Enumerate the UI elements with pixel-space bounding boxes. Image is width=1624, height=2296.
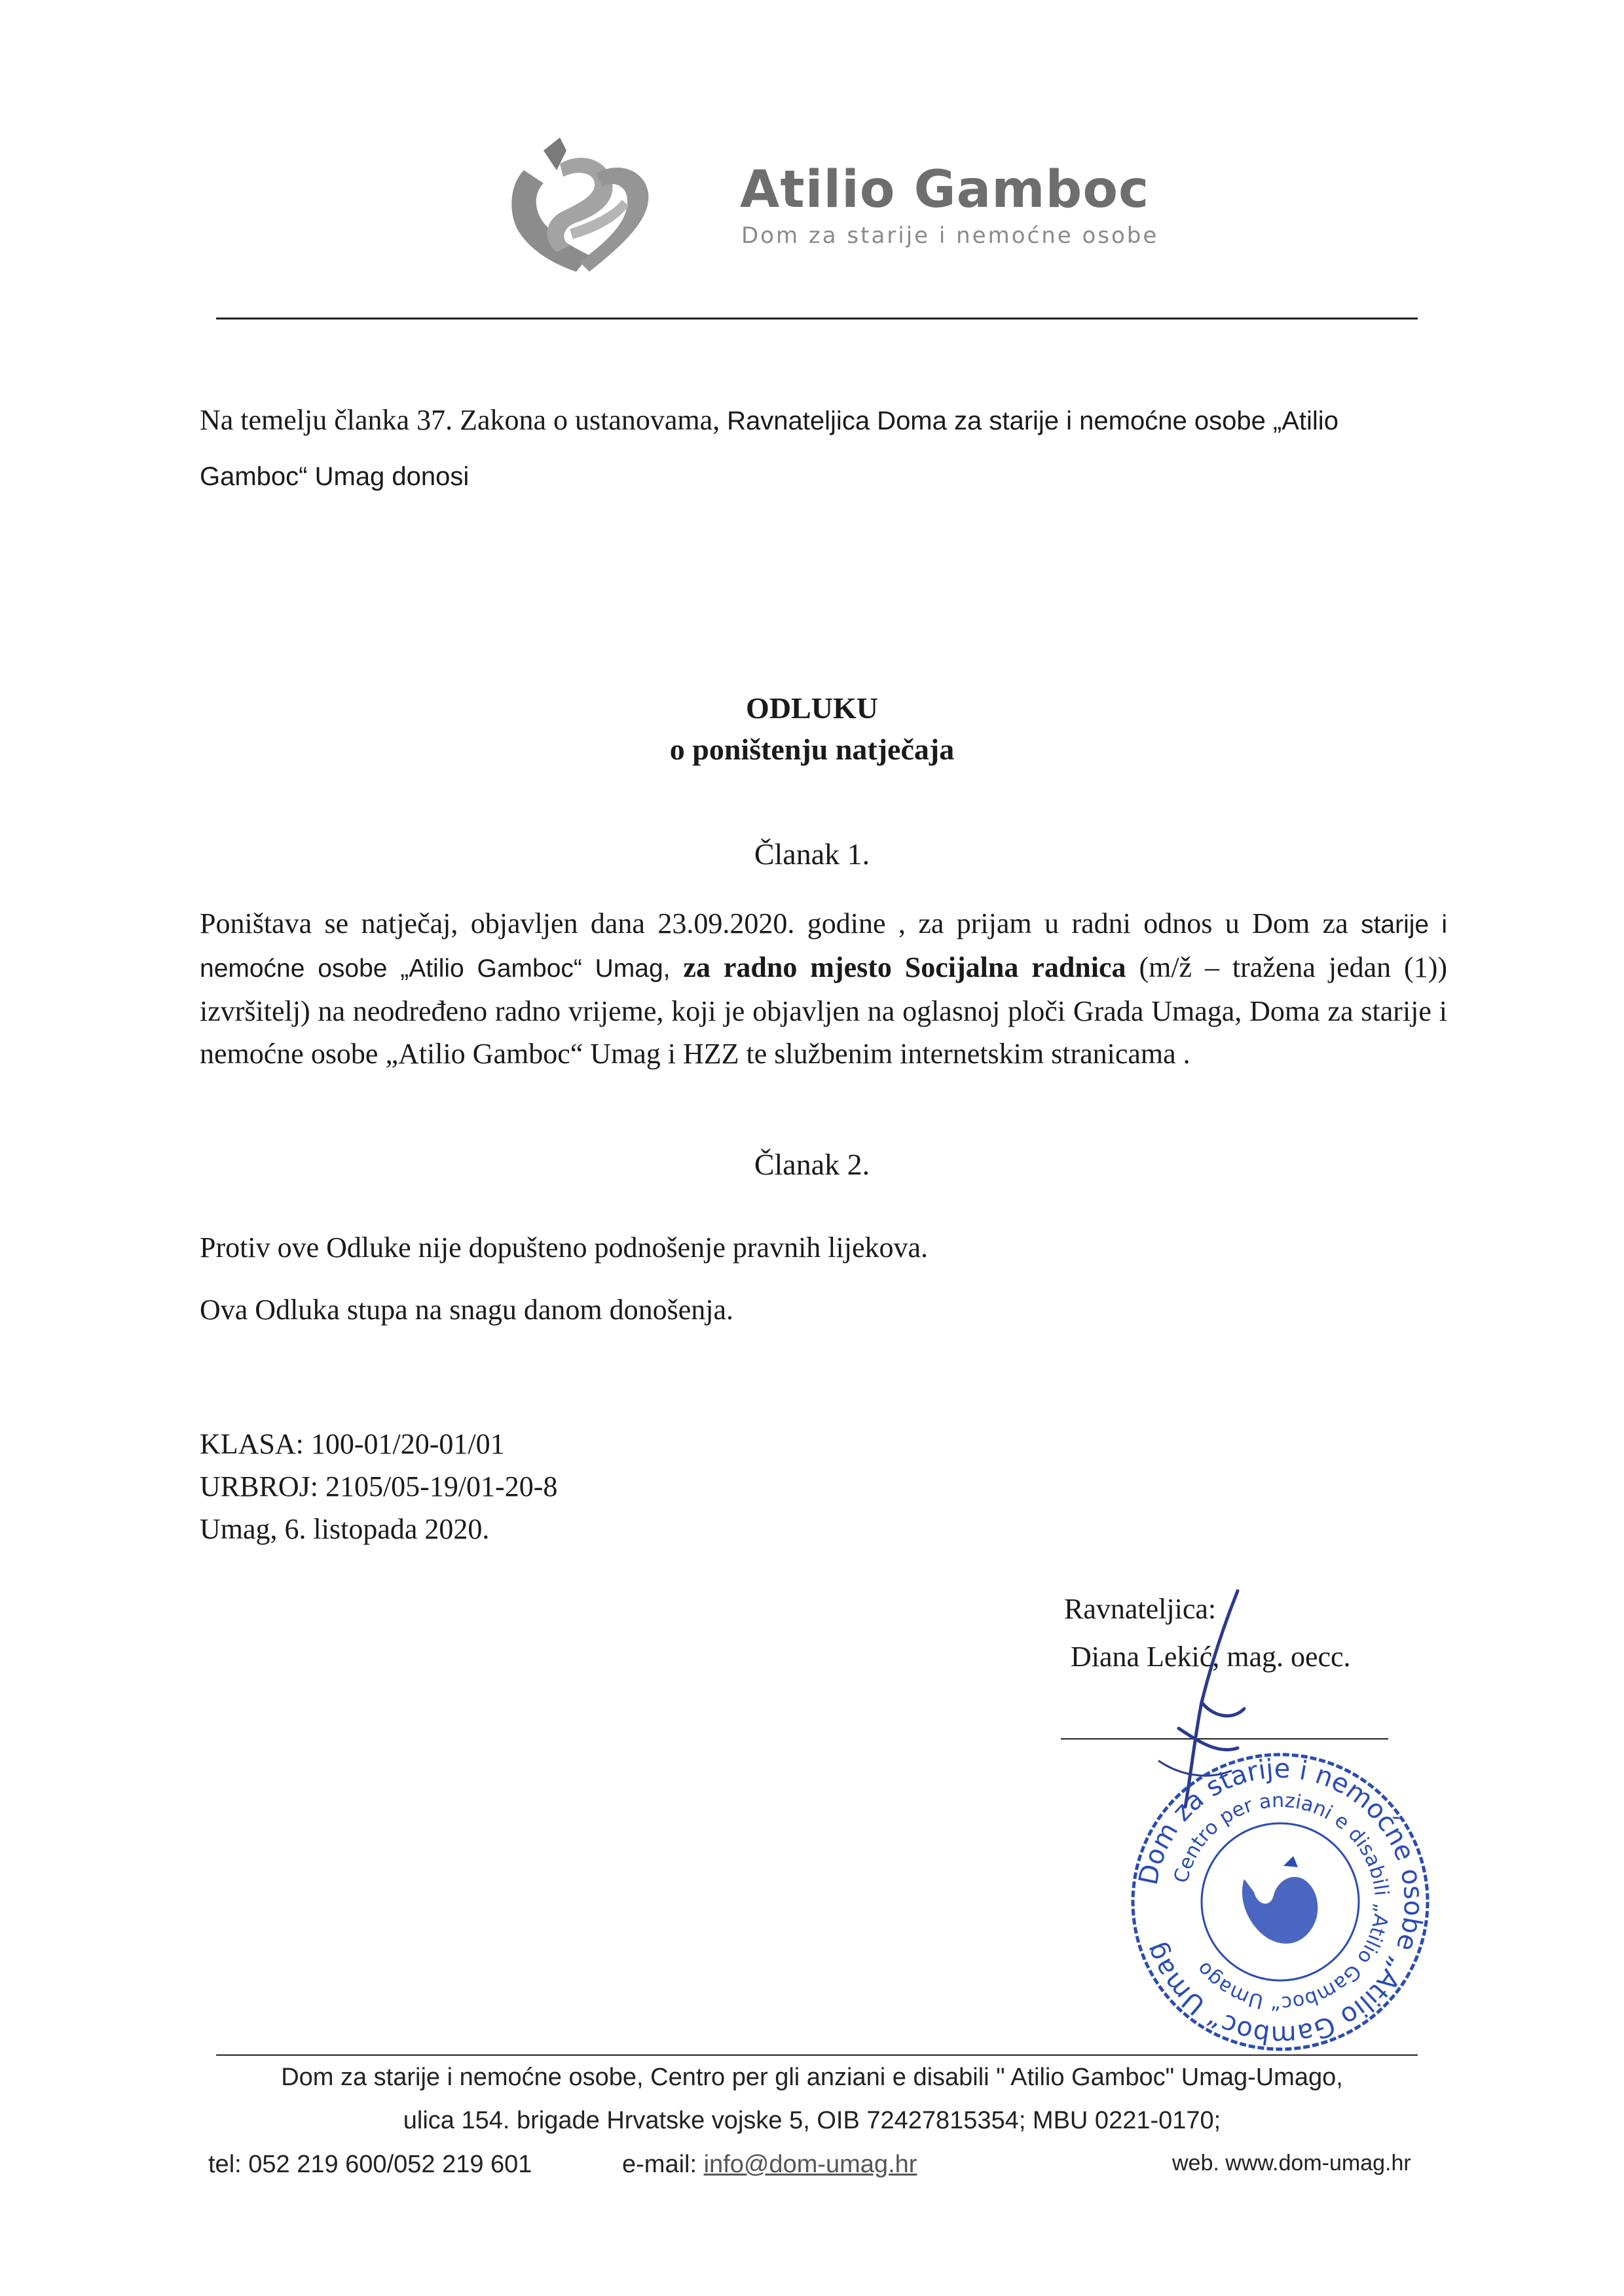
klasa: KLASA: 100-01/20-01/01 [200,1428,505,1460]
article-1-position: za radno mjesto Socijalna radnica [683,951,1126,983]
stamp-inner-text: Centro per anziani e disabili „Atilio Gamboc“ Umago [1170,1789,1393,2015]
article-2-line-1: Protiv ove Odluke nije dopušteno podnošenje pravnih lijekova. [200,1231,929,1264]
intro-issuer: Ravnateljica Doma za starije i nemoćne osobe „Atilio Gamboc“ Umag donosi [200,407,1338,491]
article-1-heading: Članak 1. [754,837,870,871]
footer-line-2: ulica 154. brigade Hrvatske vojske 5, OIB 72427815354; MBU 0221-0170; [403,2107,1221,2134]
intro-paragraph [200,393,1444,504]
header-divider [216,318,1418,319]
article-2-heading: Članak 2. [754,1148,870,1181]
urbroj: URBROJ: 2105/05-19/01-20-8 [200,1470,558,1503]
header-logo [498,124,1185,288]
signature-role: Ravnateljica: [1064,1593,1217,1625]
article-1-institution: starije i nemoćne osobe „Atilio Gamboc“ Umag, [200,911,1447,983]
footer-email [622,2151,917,2179]
place-date: Umag, 6. listopada 2020. [200,1513,490,1545]
stamp-outer-text: Dom za starije i nemoćne osobe „Atilio Gamboc“ Umag [1133,1753,1429,2050]
article-1-gender: (m/ž – [1139,951,1219,983]
footer-email-link[interactable]: info@dom-umag.hr [703,2151,917,2178]
document-subtitle: o poništenju natječaja [669,733,955,766]
footer-phone: tel: 052 219 600/052 219 601 [208,2151,532,2178]
heart-hands-logo-icon [498,124,661,288]
document-title: ODLUKU [746,691,878,725]
footer-website[interactable]: web. www.dom-umag.hr [1172,2151,1411,2176]
footer-line-1: Dom za starije i nemoćne osobe, Centro per gli anziani e disabili " Atilio Gamboc" Umag-Umago, [281,2064,1343,2091]
footer-divider [216,2054,1418,2056]
article-1-details: tražena jedan (1)) izvršitelj) na neodređeno radno vrijeme, koji je objavljen na oglasnoj ploči Grada Umaga, Doma za starije i nemoćne osobe „Atilio Gamboc“ Umag i HZZ te službenim internetskim stranicama . [200,951,1447,1070]
organization-name: Atilio Gamboc [740,160,1150,219]
footer-email-label: e-mail: [622,2151,697,2178]
signature-name: Diana Lekić, mag. oecc. [1071,1641,1351,1673]
organization-subtitle: Dom za starije i nemoćne osobe [741,223,1159,249]
intro-legal-basis: Na temelju članka 37. Zakona o ustanovama, [200,404,720,436]
article-2-line-2: Ova Odluka stupa na snagu danom donošenja. [200,1294,734,1326]
article-1-text [200,902,1447,1075]
official-stamp-icon [1126,1748,1434,2056]
article-1-line-1: Poništava se natječaj, objavljen dana 23.09.2020. godine , za prijam u radni odnos u Dom za [200,907,1348,939]
